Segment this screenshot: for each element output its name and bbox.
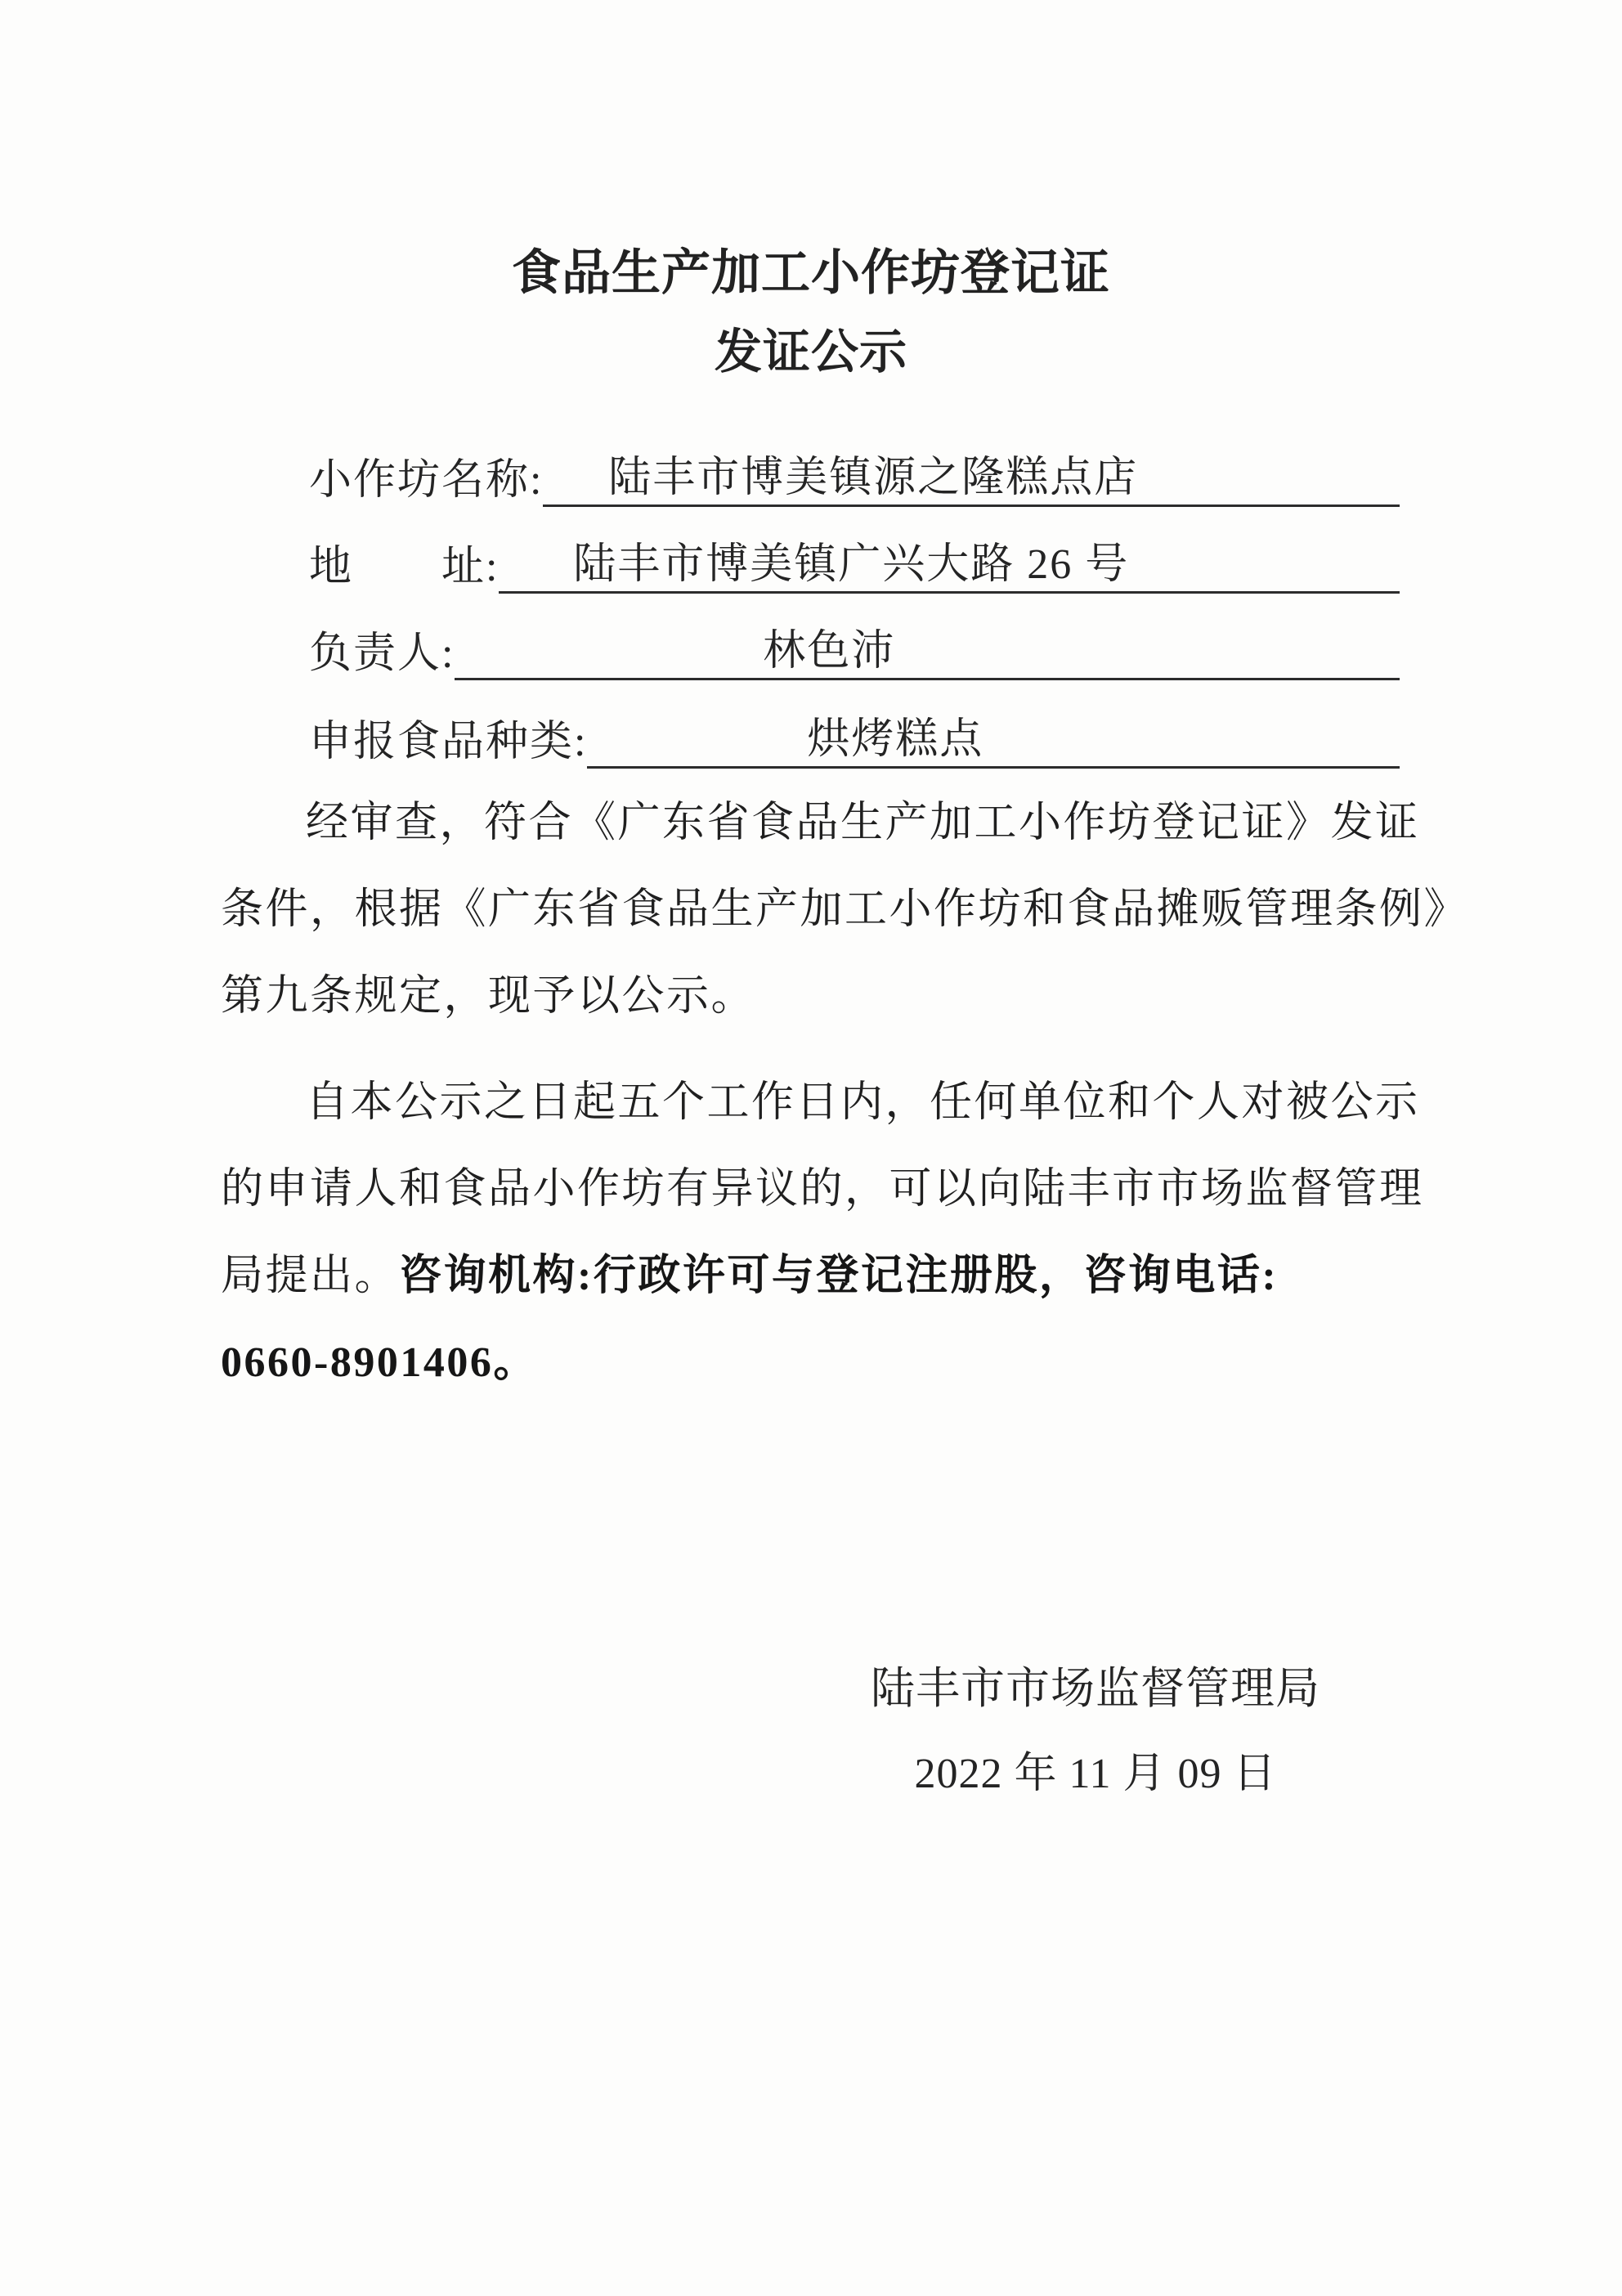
- field-person-in-charge: [309, 628, 1400, 680]
- field-address-value: 陆丰市博美镇广兴大路 26 号: [499, 539, 1400, 594]
- field-workshop-name-value: 陆丰市博美镇源之隆糕点店: [543, 452, 1400, 507]
- paragraph2-phone-line: 0660-8901406。: [221, 1339, 538, 1386]
- paragraph2-line1: 自本公示之日起五个工作日内，任何单位和个人对被公示: [306, 1079, 1420, 1126]
- field-person-in-charge-label: 负责人:: [309, 630, 455, 677]
- paragraph1-line2: 条件，根据《广东省食品生产加工小作坊和食品摊贩管理条例》: [221, 886, 1469, 933]
- paragraph1-line3: 第九条规定，现予以公示。: [221, 973, 756, 1020]
- paragraph2-line3-normal: 局提出。: [221, 1253, 400, 1299]
- field-food-category-label: 申报食品种类:: [309, 719, 588, 765]
- field-address-label: 地 址:: [309, 544, 500, 590]
- paragraph2-line3-bold: 咨询机构:行政许可与登记注册股，咨询电话:: [399, 1253, 1279, 1299]
- signature-block: [768, 1663, 1423, 1799]
- field-food-category-value: 烘烤糕点: [587, 714, 1400, 769]
- signature-organization: 陆丰市市场监督管理局: [871, 1664, 1320, 1713]
- document-subtitle: 发证公示: [714, 325, 907, 379]
- paragraph2-line3: [221, 1251, 1278, 1302]
- paragraph2-line2: 的申请人和食品小作坊有异议的，可以向陆丰市市场监督管理: [221, 1166, 1424, 1213]
- field-address: [309, 541, 1400, 594]
- field-workshop-name: [309, 455, 1400, 507]
- signature-date: 2022 年 11 月 09 日: [914, 1751, 1277, 1797]
- paragraph1-line1: 经审查，符合《广东省食品生产加工小作坊登记证》发证: [306, 800, 1420, 846]
- document-title: 食品生产加工小作坊登记证: [512, 245, 1110, 300]
- field-workshop-name-label: 小作坊名称:: [309, 457, 544, 504]
- field-food-category: [309, 716, 1400, 769]
- field-person-in-charge-value: 林色沛: [455, 626, 1400, 680]
